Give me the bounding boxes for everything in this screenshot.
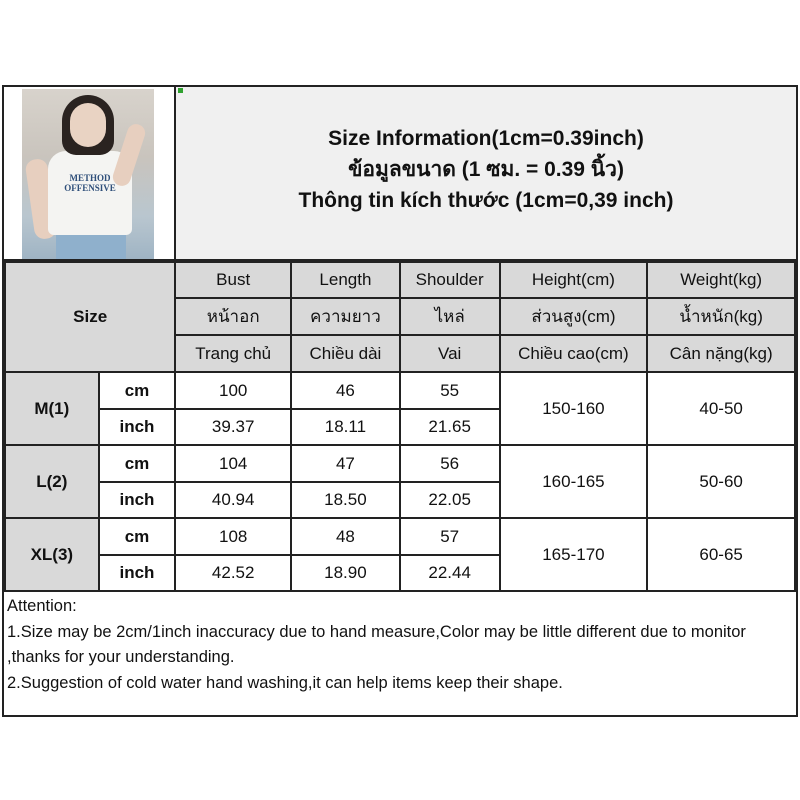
xl-shoulder-inch: 22.44 bbox=[400, 555, 500, 591]
col-height-en: Height(cm) bbox=[500, 262, 648, 298]
unit-cm-label: cm bbox=[99, 445, 176, 482]
m-length-inch: 18.11 bbox=[291, 409, 400, 445]
product-photo bbox=[22, 89, 154, 259]
m-shoulder-cm: 55 bbox=[400, 372, 500, 409]
m-weight: 40-50 bbox=[647, 372, 795, 445]
col-length-th: ความยาว bbox=[291, 298, 400, 335]
l-shoulder-cm: 56 bbox=[400, 445, 500, 482]
xl-bust-inch: 42.52 bbox=[175, 555, 291, 591]
m-length-cm: 46 bbox=[291, 372, 400, 409]
l-length-inch: 18.50 bbox=[291, 482, 400, 518]
title-thai: ข้อมูลขนาด (1 ซม. = 0.39 นิ้ว) bbox=[348, 158, 624, 181]
size-m-label: M(1) bbox=[5, 372, 99, 445]
col-length-en: Length bbox=[291, 262, 400, 298]
unit-cm-label: cm bbox=[99, 372, 176, 409]
unit-inch-label: inch bbox=[99, 482, 176, 518]
size-header: Size bbox=[5, 262, 175, 372]
l-bust-cm: 104 bbox=[175, 445, 291, 482]
attention-notes bbox=[7, 594, 793, 696]
size-chart-sheet bbox=[2, 85, 798, 717]
size-l-label: L(2) bbox=[5, 445, 99, 518]
col-bust-vi: Trang chủ bbox=[175, 335, 291, 372]
unit-inch-label: inch bbox=[99, 409, 176, 445]
photo-face bbox=[70, 103, 106, 147]
col-shoulder-th: ไหล่ bbox=[400, 298, 500, 335]
size-table bbox=[4, 261, 796, 592]
col-shoulder-en: Shoulder bbox=[400, 262, 500, 298]
xl-weight: 60-65 bbox=[647, 518, 795, 591]
col-height-vi: Chiều cao(cm) bbox=[500, 335, 648, 372]
shirt-print-text: METHOD OFFENSIVE bbox=[64, 173, 116, 193]
col-bust-th: หน้าอก bbox=[175, 298, 291, 335]
l-shoulder-inch: 22.05 bbox=[400, 482, 500, 518]
chart-header bbox=[4, 87, 796, 261]
size-xl-label: XL(3) bbox=[5, 518, 99, 591]
header-title bbox=[176, 123, 796, 216]
l-weight: 50-60 bbox=[647, 445, 795, 518]
notes-title: Attention: bbox=[7, 597, 77, 615]
xl-length-inch: 18.90 bbox=[291, 555, 400, 591]
col-weight-vi: Cân nặng(kg) bbox=[647, 335, 795, 372]
corner-mark bbox=[178, 88, 183, 93]
unit-inch-label: inch bbox=[99, 555, 176, 591]
m-bust-inch: 39.37 bbox=[175, 409, 291, 445]
l-length-cm: 47 bbox=[291, 445, 400, 482]
col-shoulder-vi: Vai bbox=[400, 335, 500, 372]
title-english: Size Information(1cm=0.39inch) bbox=[328, 127, 644, 150]
m-height: 150-160 bbox=[500, 372, 648, 445]
col-weight-en: Weight(kg) bbox=[647, 262, 795, 298]
unit-cm-label: cm bbox=[99, 518, 176, 555]
xl-height: 165-170 bbox=[500, 518, 648, 591]
note-line-1: 1.Size may be 2cm/1inch inaccuracy due to hand measure,Color may be little different due to monitor ,thanks for your understanding. bbox=[7, 622, 746, 666]
col-length-vi: Chiều dài bbox=[291, 335, 400, 372]
col-bust-en: Bust bbox=[175, 262, 291, 298]
l-bust-inch: 40.94 bbox=[175, 482, 291, 518]
note-line-2: 2.Suggestion of cold water hand washing,it can help items keep their shape. bbox=[7, 673, 563, 692]
m-shoulder-inch: 21.65 bbox=[400, 409, 500, 445]
l-height: 160-165 bbox=[500, 445, 648, 518]
col-height-th: ส่วนสูง(cm) bbox=[500, 298, 648, 335]
m-bust-cm: 100 bbox=[175, 372, 291, 409]
xl-shoulder-cm: 57 bbox=[400, 518, 500, 555]
title-vietnamese: Thông tin kích thước (1cm=0,39 inch) bbox=[298, 189, 674, 212]
col-weight-th: น้ำหนัก(kg) bbox=[647, 298, 795, 335]
xl-bust-cm: 108 bbox=[175, 518, 291, 555]
photo-jeans bbox=[56, 235, 126, 259]
xl-length-cm: 48 bbox=[291, 518, 400, 555]
